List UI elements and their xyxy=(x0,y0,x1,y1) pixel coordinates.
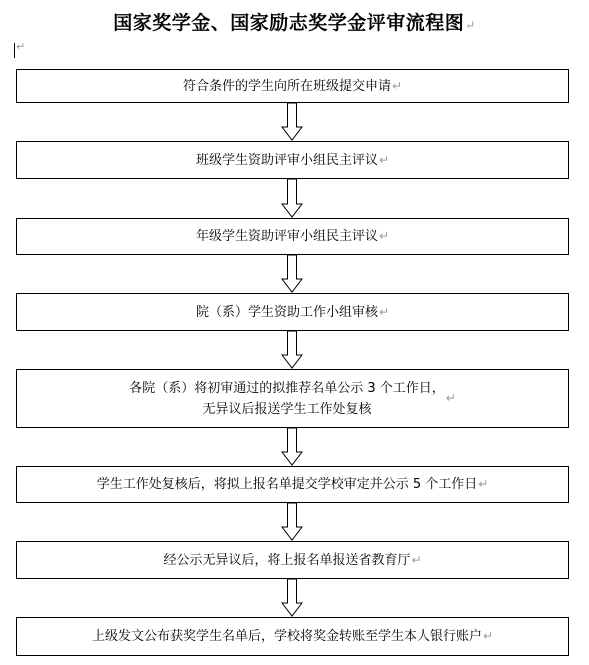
down-arrow-6 xyxy=(281,503,303,541)
flow-step-8 xyxy=(16,617,569,656)
paragraph-mark: ↵ xyxy=(478,477,489,491)
down-arrow-1 xyxy=(281,103,303,141)
step-text: 班级学生资助评审小组民主评议 xyxy=(195,152,378,168)
down-arrow-4 xyxy=(281,331,303,369)
step-text: 上级发文公布获奖学生名单后，学校将奖金转账至学生本人银行账户 xyxy=(91,629,482,644)
down-arrow-5 xyxy=(281,428,303,466)
step-text: 经公示无异议后，将上报名单报送省教育厅 xyxy=(163,552,411,568)
flow-step-2 xyxy=(16,141,569,179)
flow-step-7 xyxy=(16,541,569,579)
paragraph-mark: ↵ xyxy=(465,18,476,32)
flow-step-1 xyxy=(16,69,569,103)
step-text: 符合条件的学生向所在班级提交申请 xyxy=(182,78,391,94)
paragraph-mark: ↵ xyxy=(378,152,390,167)
paragraph-mark: ↵ xyxy=(445,391,456,405)
title-text: 国家奖学金、国家励志奖学金评审流程图 xyxy=(113,12,465,34)
flow-step-3 xyxy=(16,218,569,255)
down-arrow-2 xyxy=(281,179,303,218)
paragraph-mark: ↵ xyxy=(378,229,390,243)
step-text: 学生工作处复核后，将拟上报名单提交学校审定并公示 5 个工作日 xyxy=(96,477,478,492)
paragraph-mark: ↵ xyxy=(411,552,422,567)
paragraph-mark: ↵ xyxy=(482,629,494,643)
flow-step-5 xyxy=(16,369,569,428)
diagram-title xyxy=(0,8,589,35)
step-text: 院（系）学生资助工作小组审核 xyxy=(195,304,378,320)
paragraph-mark: ↵ xyxy=(378,304,390,319)
paragraph-mark: ↵ xyxy=(16,40,26,53)
text-cursor xyxy=(14,43,15,58)
flow-step-6 xyxy=(16,466,569,503)
down-arrow-7 xyxy=(281,579,303,617)
flow-step-4 xyxy=(16,293,569,331)
step-text: 各院（系）将初审通过的拟推荐名单公示 3 个工作日， 无异议后报送学生工作处复核 xyxy=(129,380,445,417)
down-arrow-3 xyxy=(281,255,303,293)
paragraph-mark: ↵ xyxy=(391,78,403,93)
step-text: 年级学生资助评审小组民主评议 xyxy=(195,229,378,244)
